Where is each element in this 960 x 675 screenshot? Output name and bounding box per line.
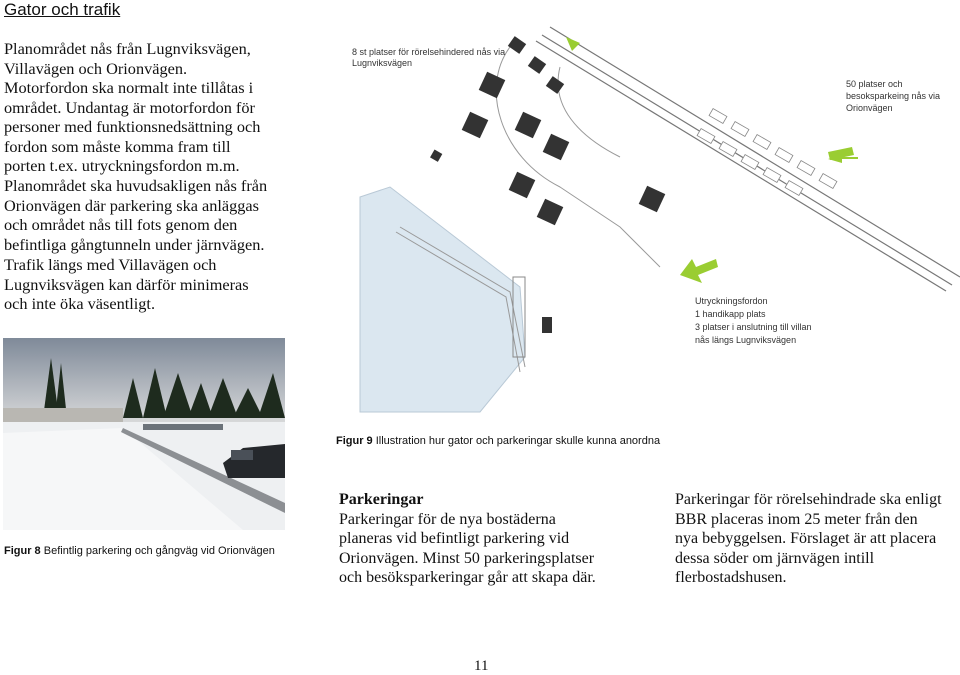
text-line: flerbostadshusen. bbox=[675, 569, 787, 587]
text-line: Parkeringar för rörelsehindrade ska enligt bbox=[675, 491, 942, 508]
page-number: 11 bbox=[474, 658, 489, 674]
text-line: och området nås till fots genom den bbox=[4, 215, 238, 234]
text-line: Orionvägen. Minst 50 parkeringsplatser bbox=[339, 549, 595, 567]
text-line: nya bebyggelsen. Förslaget är att placera bbox=[675, 530, 937, 548]
text-line: personer med funktionsnedsättning och bbox=[4, 117, 261, 136]
text-line: BBR placeras inom 25 meter från den bbox=[675, 510, 918, 528]
parkering-title: Parkeringar bbox=[339, 491, 424, 508]
text-line: området. Undantag är motorfordon för bbox=[4, 97, 255, 117]
rorelsehindrade-column bbox=[675, 490, 942, 588]
text-line: och besöksparkeringar går att skapa där. bbox=[339, 569, 596, 587]
parkering-column bbox=[339, 490, 596, 588]
intro-paragraph-1 bbox=[4, 39, 304, 176]
text-line: dessa söder om järnvägen intill bbox=[675, 549, 875, 567]
figure-9-text: Illustration hur gator och parkeringar skulle kunna anordna bbox=[375, 435, 661, 447]
parking-photo bbox=[3, 338, 285, 530]
text-line: Parkeringar för de nya bostäderna bbox=[339, 510, 556, 528]
intro-paragraph-3 bbox=[4, 255, 304, 314]
text-line: Motorfordon ska normalt inte tillåtas i bbox=[4, 78, 254, 97]
text-line: planeras vid befintligt parkering vid bbox=[339, 530, 570, 548]
figure-8-label: Figur 8 bbox=[4, 545, 41, 557]
text-line: Lugnviksvägen kan därför minimeras bbox=[4, 274, 249, 294]
site-plan-map bbox=[352, 27, 960, 412]
figure-8-text: Befintlig parkering och gångväg vid Orionvägen bbox=[43, 545, 275, 557]
text-line: Trafik längs med Villavägen och bbox=[4, 255, 217, 274]
text-line: och inte öka väsentligt. bbox=[4, 294, 156, 313]
text-line: porten t.ex. utryckningsfordon m.m. bbox=[4, 156, 240, 175]
text-line: Planområdet nås från Lugnviksvägen, bbox=[4, 39, 251, 58]
text-line: fordon som måste komma fram till bbox=[4, 136, 231, 156]
text-line: Planområdet ska huvudsakligen nås från bbox=[4, 176, 268, 195]
map-label-bottom: Utryckningsfordon 1 handikapp plats 3 platser i anslutning till villan nås längs Lugnviksvägen bbox=[695, 296, 812, 345]
text-line: befintliga gångtunneln under järnvägen. bbox=[4, 234, 265, 254]
map-label-top-left: 8 st platser för rörelsehindered nås via Lugnviksvägen bbox=[352, 47, 506, 68]
figure-8-caption bbox=[4, 545, 275, 557]
section-heading: Gator och trafik bbox=[4, 0, 121, 19]
text-line: Villavägen och Orionvägen. bbox=[4, 58, 188, 78]
figure-9-label: Figur 9 bbox=[336, 435, 373, 447]
text-line: Orionvägen där parkering ska anläggas bbox=[4, 195, 259, 215]
map-label-right: 50 platser och besoksparkeing nås via Orionvägen bbox=[846, 79, 941, 113]
figure-9-caption bbox=[336, 435, 660, 447]
intro-paragraph-2 bbox=[4, 176, 304, 254]
